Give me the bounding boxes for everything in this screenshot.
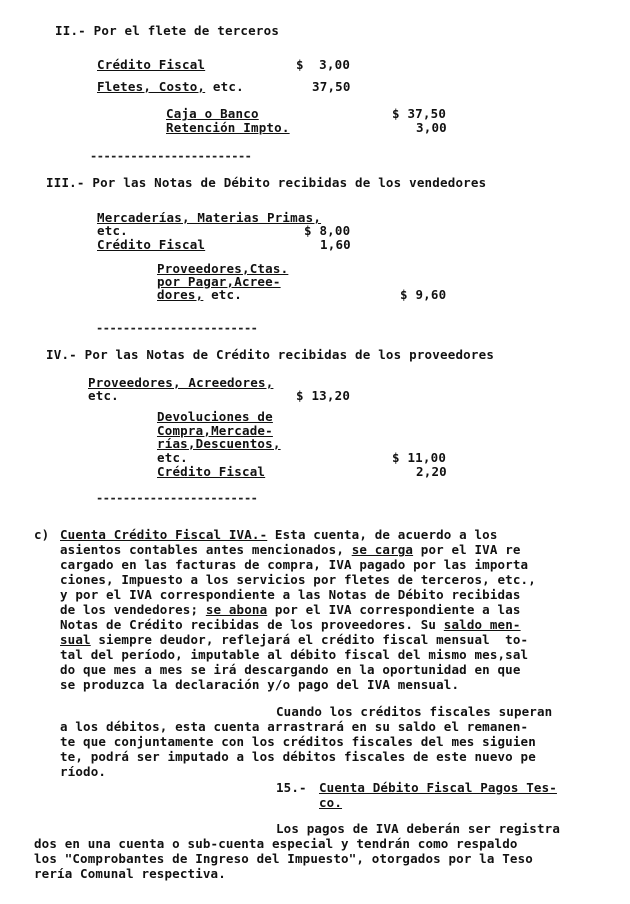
para-c-line-7	[60, 617, 521, 632]
sec4-debit-amount: $ 13,20	[296, 388, 351, 403]
sec3-credit-line-1: Proveedores,Ctas.	[157, 261, 289, 276]
para-c-line-1-text: Esta cuenta, de acuerdo a los	[267, 527, 498, 542]
sec2-debit-2-label: Fletes, Costo,	[97, 79, 206, 94]
para-c-saldo-mensual-1: saldo men-	[443, 617, 521, 632]
sec3-debit-2: Crédito Fiscal	[97, 237, 206, 252]
sec4-debit-line-1: Proveedores, Acreedores,	[88, 375, 274, 390]
para-c-line-3: cargado en las facturas de compra, IVA pagado por las importa	[60, 557, 529, 572]
para-3-line-2: dos en una cuenta o sub-cuenta especial y tendrán como respaldo	[34, 836, 518, 851]
section-ii-heading: II.- Por el flete de terceros	[55, 23, 280, 38]
para-c-line-9: tal del período, imputable al débito fiscal del mismo mes,sal	[60, 647, 529, 662]
para-2-line-5: ríodo.	[60, 764, 107, 779]
sec4-credit-1-line-4: etc.	[157, 450, 188, 465]
para-c-se-carga: se carga	[351, 542, 414, 557]
sec15-title-line-2: co.	[319, 795, 343, 810]
sec3-debit-1-line-2: etc.	[97, 223, 128, 238]
sec4-credit-1-line-2: Compra,Mercade-	[157, 423, 273, 438]
sec2-credit-1: Caja o Banco	[166, 106, 259, 121]
para-3-line-1: Los pagos de IVA deberán ser registra	[276, 821, 560, 836]
para-3-line-4: rería Comunal respectiva.	[34, 866, 226, 881]
para-c-title: Cuenta Crédito Fiscal IVA.-	[60, 527, 268, 542]
para-c-line-6	[60, 602, 521, 617]
para-c-saldo-mensual-2: sual	[60, 632, 91, 647]
para-c-line-7-a: Notas de Crédito recibidas de los proveedores. Su	[60, 617, 444, 632]
para-2-line-2: a los débitos, esta cuenta arrastrará en su saldo el remanen-	[60, 719, 529, 734]
para-c-line-2-b: por el IVA re	[413, 542, 521, 557]
para-c-line-2	[60, 542, 521, 557]
para-c-line-10: do que mes a mes se irá descargando en la oportunidad en que	[60, 662, 521, 677]
sec4-credit-1-line-3: rías,Descuentos,	[157, 436, 281, 451]
para-2-line-4: te, podrá ser imputado a los débitos fiscales de este nuevo pe	[60, 749, 536, 764]
para-c-line-4: ciones, Impuesto a los servicios por fletes de terceros, etc.,	[60, 572, 536, 587]
para-c-line-8	[60, 632, 528, 647]
sec4-credit-2-amount: 2,20	[416, 464, 447, 479]
sec2-debit-1-amount: $ 3,00	[296, 57, 351, 72]
para-c-line-8-b: siempre deudor, reflejará el crédito fiscal mensual to-	[90, 632, 529, 647]
para-c-label: c)	[34, 527, 50, 542]
sec2-debit-2	[97, 80, 244, 94]
para-2-line-1: Cuando los créditos fiscales superan	[276, 704, 553, 719]
sec3-credit-line-3	[157, 288, 242, 302]
sec4-debit-line-2: etc.	[88, 388, 119, 403]
sec2-separator: ------------------------	[90, 149, 252, 163]
para-c-line-1	[60, 527, 498, 542]
sec2-credit-2-amount: 3,00	[416, 120, 447, 135]
section-iii-heading: III.- Por las Notas de Débito recibidas de los vendedores	[46, 175, 487, 190]
sec3-debit-2-amount: 1,60	[320, 237, 351, 252]
sec4-credit-1-amount: $ 11,00	[392, 450, 447, 465]
para-c-line-11: se produzca la declaración y/o pago del IVA mensual.	[60, 677, 460, 692]
section-iv-heading: IV.- Por las Notas de Crédito recibidas de los proveedores	[46, 347, 495, 362]
sec15-number: 15.-	[276, 780, 307, 795]
sec4-credit-2: Crédito Fiscal	[157, 464, 266, 479]
para-c-line-6-b: por el IVA correspondiente a las	[267, 602, 521, 617]
sec3-debit-1-amount: $ 8,00	[304, 223, 351, 238]
sec2-debit-2-tail: etc.	[205, 79, 244, 94]
sec2-debit-1: Crédito Fiscal	[97, 57, 206, 72]
sec15-title-line-1: Cuenta Débito Fiscal Pagos Tes-	[319, 780, 557, 795]
sec3-debit-1-line-1: Mercaderías, Materias Primas,	[97, 210, 322, 225]
sec2-debit-2-amount: 37,50	[312, 79, 351, 94]
sec2-credit-2: Retención Impto.	[166, 120, 290, 135]
para-c-line-2-a: asientos contables antes mencionados,	[60, 542, 352, 557]
para-c-line-6-a: de los vendedores;	[60, 602, 206, 617]
para-3-line-3: los "Comprobantes de Ingreso del Impuesto", otorgados por la Teso	[34, 851, 533, 866]
sec3-credit-amount: $ 9,60	[400, 287, 447, 302]
sec3-credit-line-2: por Pagar,Acree-	[157, 274, 281, 289]
para-c-line-5: y por el IVA correspondiente a las Notas de Débito recibidas	[60, 587, 521, 602]
sec3-separator: ------------------------	[96, 321, 258, 335]
sec3-credit-line-3-label: dores,	[157, 287, 204, 302]
para-c-se-abona: se abona	[205, 602, 268, 617]
sec3-credit-line-3-tail: etc.	[203, 287, 242, 302]
sec4-separator: ------------------------	[96, 491, 258, 505]
sec4-credit-1-line-1: Devoluciones de	[157, 409, 273, 424]
sec2-credit-1-amount: $ 37,50	[392, 106, 447, 121]
para-2-line-3: te que conjuntamente con los créditos fiscales del mes siguien	[60, 734, 536, 749]
